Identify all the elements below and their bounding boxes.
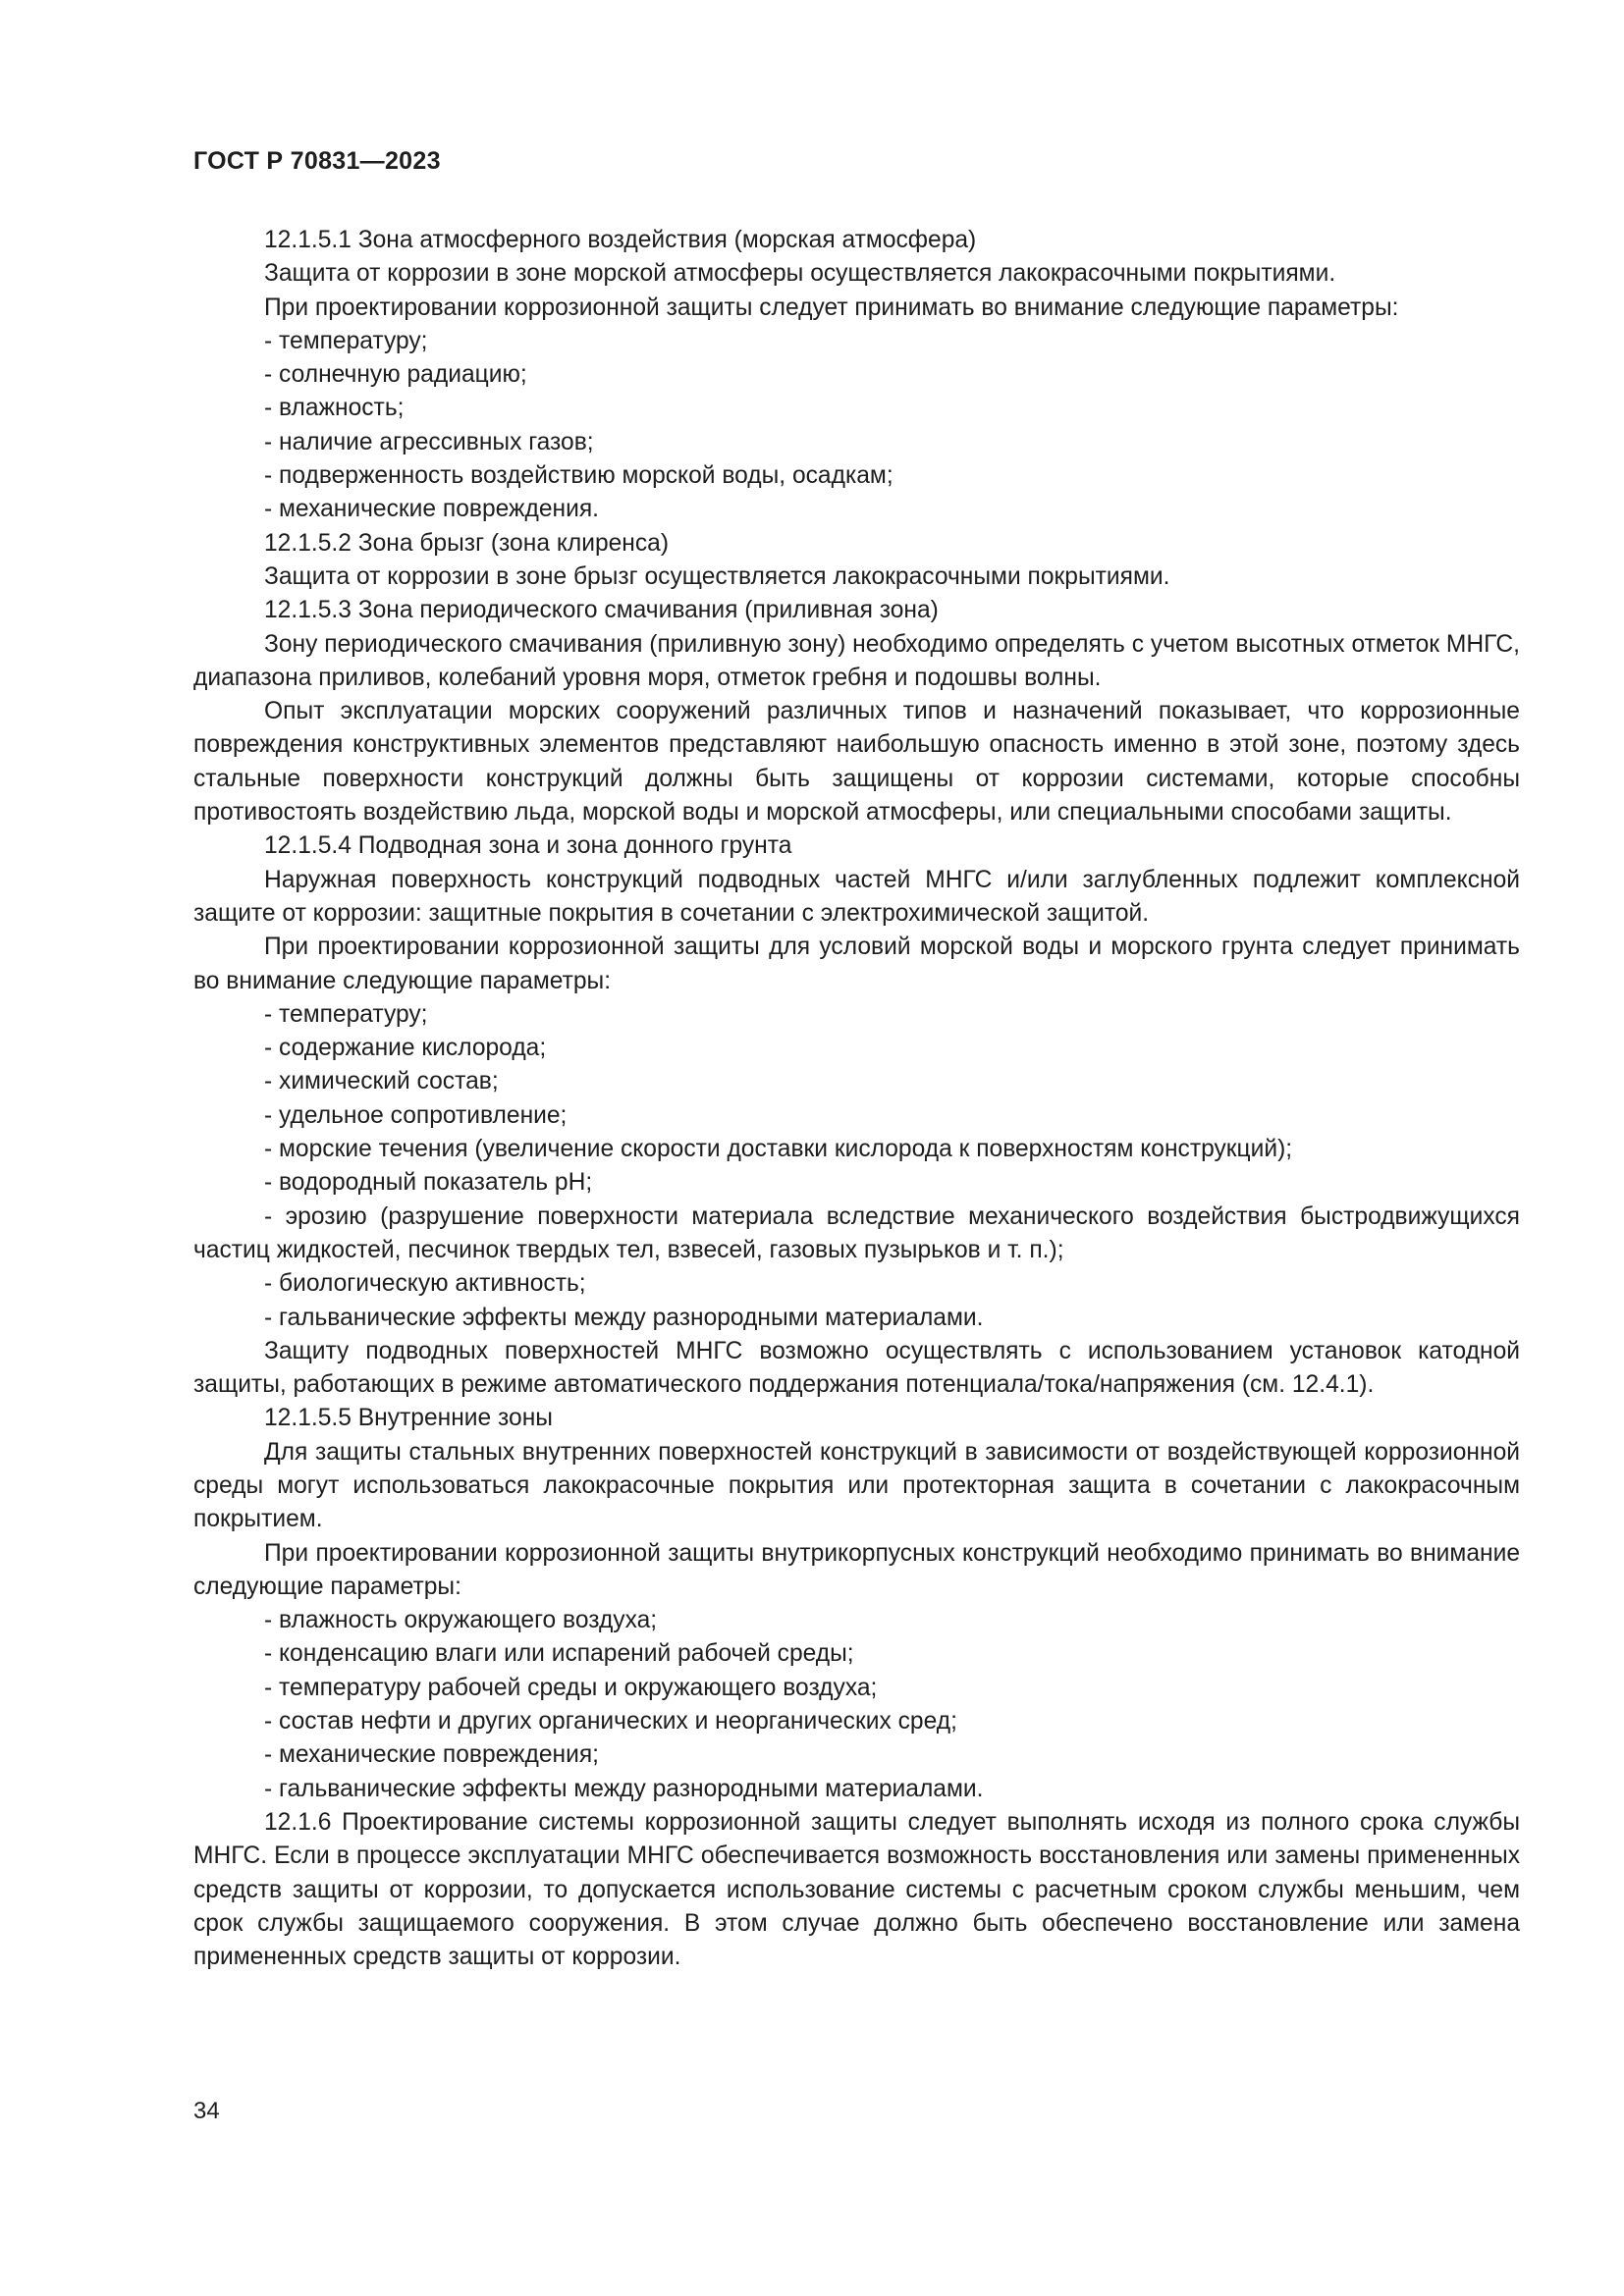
paragraph: Зону периодического смачивания (приливную зону) необходимо определять с учетом высотных отметок МНГС, диапазона приливов, колебаний уровня моря, отметок гребня и подошвы волны. [193, 630, 1520, 691]
list-item: - влажность окружающего воздуха; [264, 1607, 658, 1634]
paragraph: При проектировании коррозионной защиты следует принимать во внимание следующие параметры: [264, 294, 1399, 321]
paragraph: Защита от коррозии в зоне брызг осуществляется лакокрасочными покрытиями. [264, 562, 1170, 590]
paragraph: 12.1.5.3 Зона периодического смачивания (приливная зона) [264, 597, 939, 624]
document-body [193, 224, 1520, 1974]
paragraph: Наружная поверхность конструкций подводных частей МНГС и/или заглубленных подлежит комплексной защите от коррозии: защитные покрытия в сочетании с электрохимической защитой. [193, 866, 1520, 927]
paragraph: Для защиты стальных внутренних поверхностей конструкций в зависимости от воздействующей коррозионной среды могут использоваться лакокрасочные покрытия или протекторная защита в сочетании с лакокрасочным покрытием. [193, 1438, 1520, 1533]
paragraph: 12.1.5.4 Подводная зона и зона донного грунта [264, 832, 792, 860]
list-item: - гальванические эффекты между разнородными материалами. [264, 1775, 984, 1802]
paragraph: Защиту подводных поверхностей МНГС возможно осуществлять с использованием установок катодной защиты, работающих в режиме автоматического поддержания потенциала/тока/напряжения (см. 12.4.1). [193, 1337, 1520, 1399]
paragraph: Защита от коррозии в зоне морской атмосферы осуществляется лакокрасочными покрытиями. [264, 260, 1336, 288]
list-item: - конденсацию влаги или испарений рабочей среды; [264, 1640, 854, 1668]
paragraph: 12.1.5.1 Зона атмосферного воздействия (морская атмосфера) [264, 227, 977, 253]
list-item: - состав нефти и других органических и неорганических сред; [264, 1708, 957, 1735]
list-item: - температуру; [264, 1000, 428, 1028]
document-header: ГОСТ Р 70831—2023 [193, 147, 441, 175]
list-item: - водородный показатель pH; [264, 1169, 593, 1197]
paragraph: 12.1.5.2 Зона брызг (зона клиренса) [264, 529, 670, 557]
list-item: - биологическую активность; [264, 1270, 586, 1298]
list-item: - морские течения (увеличение скорости доставки кислорода к поверхностям конструкций); [264, 1136, 1293, 1163]
paragraph: - эрозию (разрушение поверхности материала вследствие механического воздействия быстродвижущихся частиц жидкостей, песчинок твердых тел, взвесей, газовых пузырьков и т. п.); [193, 1202, 1520, 1263]
paragraph: 12.1.6 Проектирование системы коррозионной защиты следует выполнять исходя из полного срока службы МНГС. Если в процессе эксплуатации МНГС обеспечивается возможность восстановления или замены примененных средств защиты от коррозии, то допускается использование системы с расчетным сроком службы меньшим, чем срок службы защищаемого сооружения. В этом случае должно быть обеспечено восстановление или замена примененных средств защиты от коррозии. [193, 1808, 1520, 1971]
list-item: - химический состав; [264, 1068, 499, 1095]
list-item: - температуру; [264, 327, 428, 354]
paragraph: При проектировании коррозионной защиты для условий морской воды и морского грунта следует принимать во внимание следующие параметры: [193, 934, 1520, 994]
list-item: - механические повреждения; [264, 1741, 599, 1769]
paragraph: При проектировании коррозионной защиты внутрикорпусных конструкций необходимо принимать во внимание следующие параметры: [193, 1539, 1520, 1600]
page-number: 34 [193, 2098, 220, 2124]
list-item: - подверженность воздействию морской воды, осадкам; [264, 462, 893, 490]
list-item: - удельное сопротивление; [264, 1101, 568, 1129]
list-item: - наличие агрессивных газов; [264, 428, 594, 455]
list-item: - влажность; [264, 395, 405, 422]
list-item: - температуру рабочей среды и окружающего воздуха; [264, 1674, 878, 1701]
list-item: - содержание кислорода; [264, 1035, 547, 1062]
list-item: - солнечную радиацию; [264, 361, 527, 389]
paragraph: Опыт эксплуатации морских сооружений различных типов и назначений показывает, что коррозионные повреждения конструктивных элементов представляют наибольшую опасность именно в этой зоне, поэтому здесь стальные поверхности конструкций должны быть защищены от коррозии системами, которые способны противостоять воздействию льда, морской воды и морской атмосферы, или специальными способами защиты. [193, 698, 1520, 827]
list-item: - гальванические эффекты между разнородными материалами. [264, 1304, 984, 1331]
paragraph: 12.1.5.5 Внутренние зоны [264, 1405, 553, 1432]
list-item: - механические повреждения. [264, 496, 599, 523]
